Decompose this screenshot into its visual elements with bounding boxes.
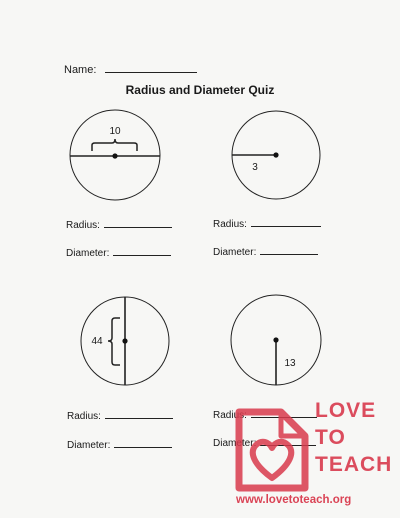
circle-figure-diameter xyxy=(70,110,160,200)
figure-label: 3 xyxy=(252,162,258,173)
center-dot xyxy=(112,153,117,158)
diameter-label: Diameter: xyxy=(66,248,110,259)
center-dot xyxy=(273,337,278,342)
diameter-field-1 xyxy=(66,247,171,259)
page-title: Radius and Diameter Quiz xyxy=(125,83,275,97)
answer-blank[interactable] xyxy=(104,219,172,228)
heart-page-icon xyxy=(239,412,305,488)
answer-blank[interactable] xyxy=(251,218,321,227)
logo-text-to: TO xyxy=(315,426,346,449)
circle-figure-diameter-vertical xyxy=(81,297,169,385)
circle-figure-radius xyxy=(232,111,320,199)
diameter-label: Diameter: xyxy=(213,438,257,449)
center-dot xyxy=(122,338,127,343)
radius-field-1 xyxy=(66,219,172,231)
logo-text-love: LOVE xyxy=(315,399,377,422)
bracket xyxy=(92,139,137,151)
answer-blank[interactable] xyxy=(260,246,318,255)
figure-label: 13 xyxy=(284,358,296,369)
answer-blank[interactable] xyxy=(113,247,171,256)
radius-label: Radius: xyxy=(67,411,101,422)
diameter-field-2 xyxy=(213,246,318,258)
name-label: Name: xyxy=(64,64,97,76)
circle-figure-radius-vertical xyxy=(231,295,321,385)
logo-url[interactable]: www.lovetoteach.org xyxy=(236,494,352,506)
diameter-label: Diameter: xyxy=(213,247,257,258)
radius-label: Radius: xyxy=(213,410,247,421)
radius-label: Radius: xyxy=(213,219,247,230)
figure-label: 44 xyxy=(91,336,103,347)
answer-blank[interactable] xyxy=(105,410,173,419)
radius-label: Radius: xyxy=(66,220,100,231)
diameter-field-3 xyxy=(67,439,172,451)
radius-field-3 xyxy=(67,410,173,422)
center-dot xyxy=(273,152,278,157)
logo-text-teach: TEACH xyxy=(315,453,393,476)
bracket xyxy=(108,318,120,365)
figure-label: 10 xyxy=(109,126,121,137)
radius-field-2 xyxy=(213,218,321,230)
diameter-label: Diameter: xyxy=(67,440,111,451)
answer-blank[interactable] xyxy=(114,439,172,448)
